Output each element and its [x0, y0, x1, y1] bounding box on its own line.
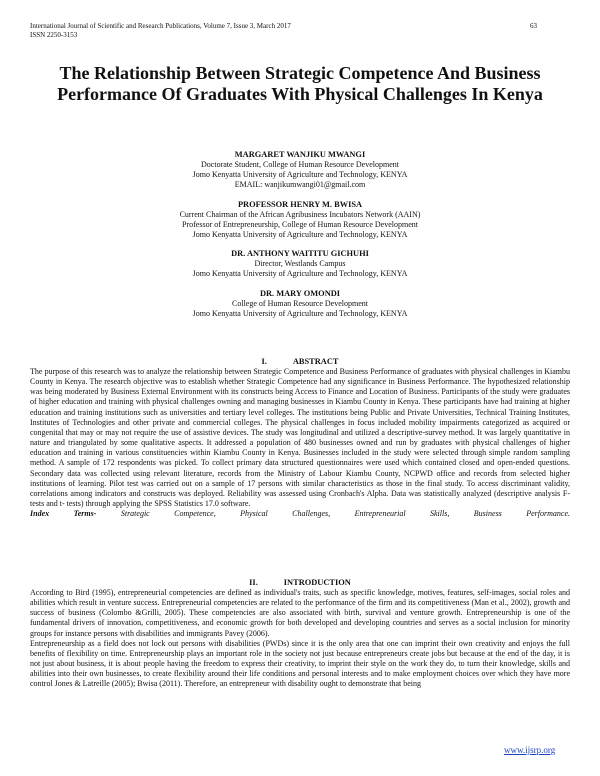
author-name: MARGARET WANJIKU MWANGI — [234, 150, 366, 159]
section-title: INTRODUCTION — [283, 578, 351, 587]
author-affiliation: Doctorate Student, College of Human Resource Development — [201, 160, 399, 169]
journal-website-link[interactable]: www.ijsrp.org — [504, 745, 556, 755]
author-block — [30, 288, 570, 319]
journal-name: International Journal of Scientific and Research Publications, Volume 7, Issue 3, March 2017 — [30, 22, 291, 30]
author-affiliation: Jomo Kenyatta University of Agriculture and Technology, KENYA — [192, 308, 408, 318]
author-block — [30, 199, 570, 241]
author-name: DR. ANTHONY WAITITU GICHUHI — [231, 249, 369, 259]
author-name: PROFESSOR HENRY M. BWISA — [237, 199, 363, 209]
author-affiliation: Director, Westlands Campus — [254, 259, 346, 269]
author-affiliation: Jomo Kenyatta University of Agriculture and Technology, KENYA — [192, 269, 408, 279]
author-affiliation: Current Chairman of the African Agribusiness Incubators Network (AAIN) — [179, 209, 421, 219]
index-terms-list: Strategic Competence, Physical Challenges, Entrepreneurial Skills, Business Performance. — [120, 509, 571, 519]
section-title: ABSTRACT — [292, 357, 339, 366]
page-number: 63 — [530, 22, 537, 30]
author-block — [30, 149, 570, 191]
author-list — [30, 149, 570, 327]
section-numeral: II. — [249, 578, 258, 587]
author-affiliation: Professor of Entrepreneurship, College of Human Resource Development — [182, 219, 418, 229]
paper-title: The Relationship Between Strategic Competence And Business Performance Of Graduates With Physical Challenges In Kenya — [57, 63, 543, 104]
abstract-heading — [30, 356, 570, 367]
issn: ISSN 2250-3153 — [30, 31, 78, 39]
index-terms-label: Index Terms- — [30, 509, 97, 519]
section-numeral: I. — [261, 357, 267, 366]
abstract-text: The purpose of this research was to analyze the relationship between Strategic Competence and Business Performance of graduates with physical challenges in Kiambu County in Kenya. The research objective was to establish whether Strategic Competence had any significance in Business Performance. The hypothesized relationship was being moderated by Business External Environment with its constructs being Access to Finance and Location of Business. Participants of the study were graduates of higher education and training with physical challenges owning and managing businesses in Kiambu County in Kenya. These participants have had training at higher education and training institutions such as universities and tertiary level colleges. The institutions being Public and Private Universities, Technical Training Institutes, Institutes of Technologies and other private and commercial colleges. The physical challenges in focus included mobility impairments categorized as acquired or congenital that may or may not require the use of assistive devices. The study was longitudinal and utilized a descriptive-survey method. It was largely quantitative in nature and triangulated by some qualitative aspects. It addressed a population of 480 businesses owned and run by graduates with physical challenges of higher education and training in various constituencies within Kiambu County in Kenya. Businesses included in the study were selected through simple random sampling method. A sample of 172 respondents was picked. To collect primary data structured questionnaires were used which contained closed and open-ended questions. Secondary data was collected using relevant literature, records from the Ministry of Labour Kiambu County, NCPWD office and records from selected higher institutions of learning. Pilot test was carried out on a sample of 17 persons with similar characteristics as those in the final study. To access discriminant validity, correlations among indicators and constructs was deployed. Reliability was assessed using Cronbach's Alpha. Data was statistically analyzed (descriptive analysis F-tests and t- tests) through applying the SPSS Statistics 17.0 software. — [30, 367, 570, 509]
author-affiliation: Jomo Kenyatta University of Agriculture and Technology, KENYA — [192, 170, 408, 180]
author-affiliation: College of Human Resource Development — [232, 298, 368, 308]
author-block — [30, 248, 570, 279]
index-terms — [30, 509, 570, 519]
running-header — [30, 22, 291, 40]
introduction-paragraph-2: Entrepreneurship as a field does not lock out persons with disabilities (PWDs) since it is the only area that one can imprint their own creativity and enjoys the full benefits of flexibility on time. Entrepreneurship plays an important role in the society not just because entrepreneurs create jobs but because at the end of the day, it is not just about business, it is about people having the freedom to express their creativity, to imprint their style on the work they do, to turn their knowledge, skills and abilities into their own businesses, to create flexibility around their life conditions and personal interests and to make employment choices over which they have more control Jones & Latreille (2005); Bwisa (2011). Therefore, an entrepreneur with disability ought to demonstrate that being — [30, 638, 570, 689]
introduction-section — [30, 577, 570, 690]
author-email: EMAIL: wanjikumwangi01@gmail.com — [234, 180, 366, 190]
author-name: DR. MARY OMONDI — [259, 288, 341, 298]
abstract-section — [30, 356, 570, 519]
introduction-paragraph-1: According to Bird (1995), entrepreneurial competencies are defined as individual's traits, such as specific knowledge, motives, features, self-images, social roles and abilities which result in venture success. Entrepreneurial competencies are related to the performance of the firm and its competitiveness (Man et al., 2002), growth and success of business (Colombo &Grilli, 2005). These competencies are also associated with birth, survival and venture growth. Entrepreneurship is one of the fundamental drivers of innovation, competitiveness, and economic growth for both developed and developing countries and serves as a social inclusion for minority groups for instance persons with disabilities and immigrants Pavey (2006). — [30, 588, 570, 638]
introduction-heading — [30, 577, 570, 588]
author-affiliation: Jomo Kenyatta University of Agriculture and Technology, KENYA — [192, 230, 408, 240]
